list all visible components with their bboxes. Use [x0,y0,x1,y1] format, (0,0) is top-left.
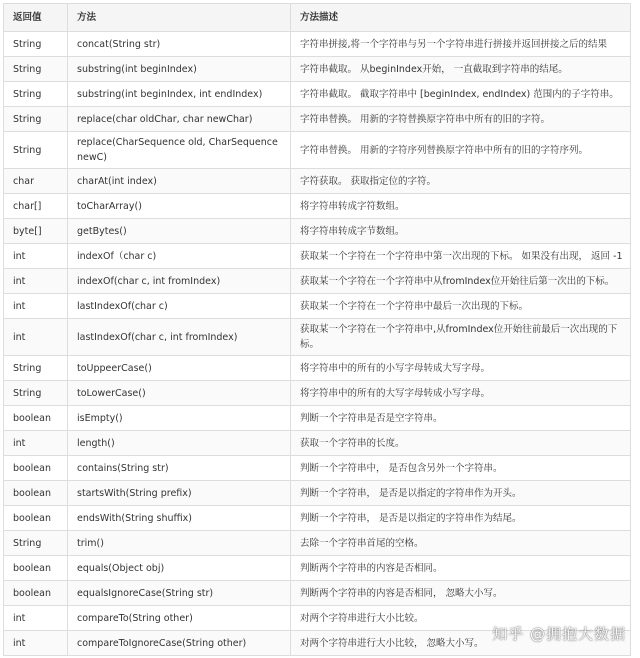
method-cell: toUppeerCase() [68,356,291,381]
table-row [4,194,631,219]
description-cell: 获取某一个字符在一个字符串中第一次出现的下标。 如果没有出现， 返回 -1 [291,244,631,269]
table-row [4,269,631,294]
method-cell: compareTo(String other) [68,606,291,631]
description-cell: 对两个字符串进行大小比较。 [291,606,631,631]
return-type-cell: String [4,381,68,406]
description-cell: 判断一个字符串中， 是否包含另外一个字符串。 [291,456,631,481]
table-row [4,82,631,107]
header-method: 方法 [68,4,291,32]
return-type-cell: byte[] [4,219,68,244]
description-cell: 判断一个字符串， 是否是以指定的字符串作为开头。 [291,481,631,506]
table-row [4,431,631,456]
description-cell: 去除一个字符串首尾的空格。 [291,531,631,556]
return-type-cell: String [4,57,68,82]
description-cell: 字符串替换。 用新的字符替换原字符串中所有的旧的字符。 [291,107,631,132]
description-cell: 判断一个字符串是否是空字符串。 [291,406,631,431]
table-row [4,456,631,481]
method-cell: compareToIgnoreCase(String other) [68,631,291,656]
return-type-cell: String [4,107,68,132]
description-cell: 获取一个字符串的长度。 [291,431,631,456]
method-cell: substring(int beginIndex, int endIndex) [68,82,291,107]
return-type-cell: int [4,294,68,319]
table-row [4,219,631,244]
description-cell: 将字符串中的所有的小写字母转成大写字母。 [291,356,631,381]
return-type-cell: boolean [4,581,68,606]
description-cell: 获取某一个字符在一个字符串中最后一次出现的下标。 [291,294,631,319]
description-cell: 字符串替换。 用新的字符序列替换原字符串中所有的旧的字符序列。 [291,132,631,169]
method-cell: contains(String str) [68,456,291,481]
description-cell: 判断两个字符串的内容是否相同。 [291,556,631,581]
method-cell: getBytes() [68,219,291,244]
return-type-cell: boolean [4,506,68,531]
return-type-cell: char[] [4,194,68,219]
method-cell: substring(int beginIndex) [68,57,291,82]
method-cell: endsWith(String shuffix) [68,506,291,531]
method-cell: length() [68,431,291,456]
method-cell: replace(char oldChar, char newChar) [68,107,291,132]
method-cell: lastIndexOf(char c, int fromIndex) [68,319,291,356]
description-cell: 将字符串转成字符数组。 [291,194,631,219]
zhihu-watermark: 知乎 @拥抱大数据 [492,625,626,643]
return-type-cell: char [4,169,68,194]
table-header-row [4,4,631,32]
table-row [4,107,631,132]
return-type-cell: int [4,244,68,269]
method-cell: toLowerCase() [68,381,291,406]
string-methods-table-container [3,3,630,656]
table-row [4,319,631,356]
method-cell: indexOf(char c, int fromIndex) [68,269,291,294]
table-row [4,581,631,606]
description-cell: 字符串截取。 截取字符串中 [beginIndex, endIndex) 范围内的子字符串。 [291,82,631,107]
return-type-cell: int [4,631,68,656]
table-row [4,531,631,556]
description-cell: 字符串截取。 从beginIndex开始， 一直截取到字符串的结尾。 [291,57,631,82]
table-row [4,57,631,82]
return-type-cell: String [4,356,68,381]
description-cell: 判断两个字符串的内容是否相同， 忽略大小写。 [291,581,631,606]
return-type-cell: String [4,32,68,57]
return-type-cell: boolean [4,481,68,506]
header-description: 方法描述 [291,4,631,32]
method-cell: toCharArray() [68,194,291,219]
return-type-cell: boolean [4,406,68,431]
method-cell: equalsIgnoreCase(String str) [68,581,291,606]
return-type-cell: int [4,606,68,631]
method-cell: replace(CharSequence old, CharSequence newC) [68,132,291,169]
return-type-cell: String [4,531,68,556]
return-type-cell: String [4,82,68,107]
return-type-cell: boolean [4,556,68,581]
table-row [4,32,631,57]
table-row [4,406,631,431]
table-row [4,356,631,381]
method-cell: charAt(int index) [68,169,291,194]
return-type-cell: String [4,132,68,169]
description-cell: 将字符串中的所有的大写字母转成小写字母。 [291,381,631,406]
method-cell: trim() [68,531,291,556]
description-cell: 对两个字符串进行大小比较， 忽略大小写。 [291,631,631,656]
description-cell: 将字符串转成字节数组。 [291,219,631,244]
return-type-cell: boolean [4,456,68,481]
method-cell: isEmpty() [68,406,291,431]
description-cell: 字符获取。 获取指定位的字符。 [291,169,631,194]
description-cell: 获取某一个字符在一个字符串中,从fromIndex位开始往前最后一次出现的下标。 [291,319,631,356]
description-cell: 判断一个字符串， 是否是以指定的字符串作为结尾。 [291,506,631,531]
method-cell: equals(Object obj) [68,556,291,581]
return-type-cell: int [4,319,68,356]
description-cell: 获取某一个字符在一个字符串中从fromIndex位开始往后第一次出的下标。 [291,269,631,294]
method-cell: concat(String str) [68,32,291,57]
table-row [4,556,631,581]
table-row [4,481,631,506]
return-type-cell: int [4,431,68,456]
table-row [4,132,631,169]
table-row [4,169,631,194]
string-methods-table [3,3,631,656]
table-row [4,294,631,319]
description-cell: 字符串拼接,将一个字符串与另一个字符串进行拼接并返回拼接之后的结果 [291,32,631,57]
method-cell: lastIndexOf(char c) [68,294,291,319]
method-cell: indexOf（char c) [68,244,291,269]
table-row [4,506,631,531]
method-cell: startsWith(String prefix) [68,481,291,506]
table-row [4,244,631,269]
return-type-cell: int [4,269,68,294]
table-row [4,381,631,406]
header-return-type: 返回值 [4,4,68,32]
